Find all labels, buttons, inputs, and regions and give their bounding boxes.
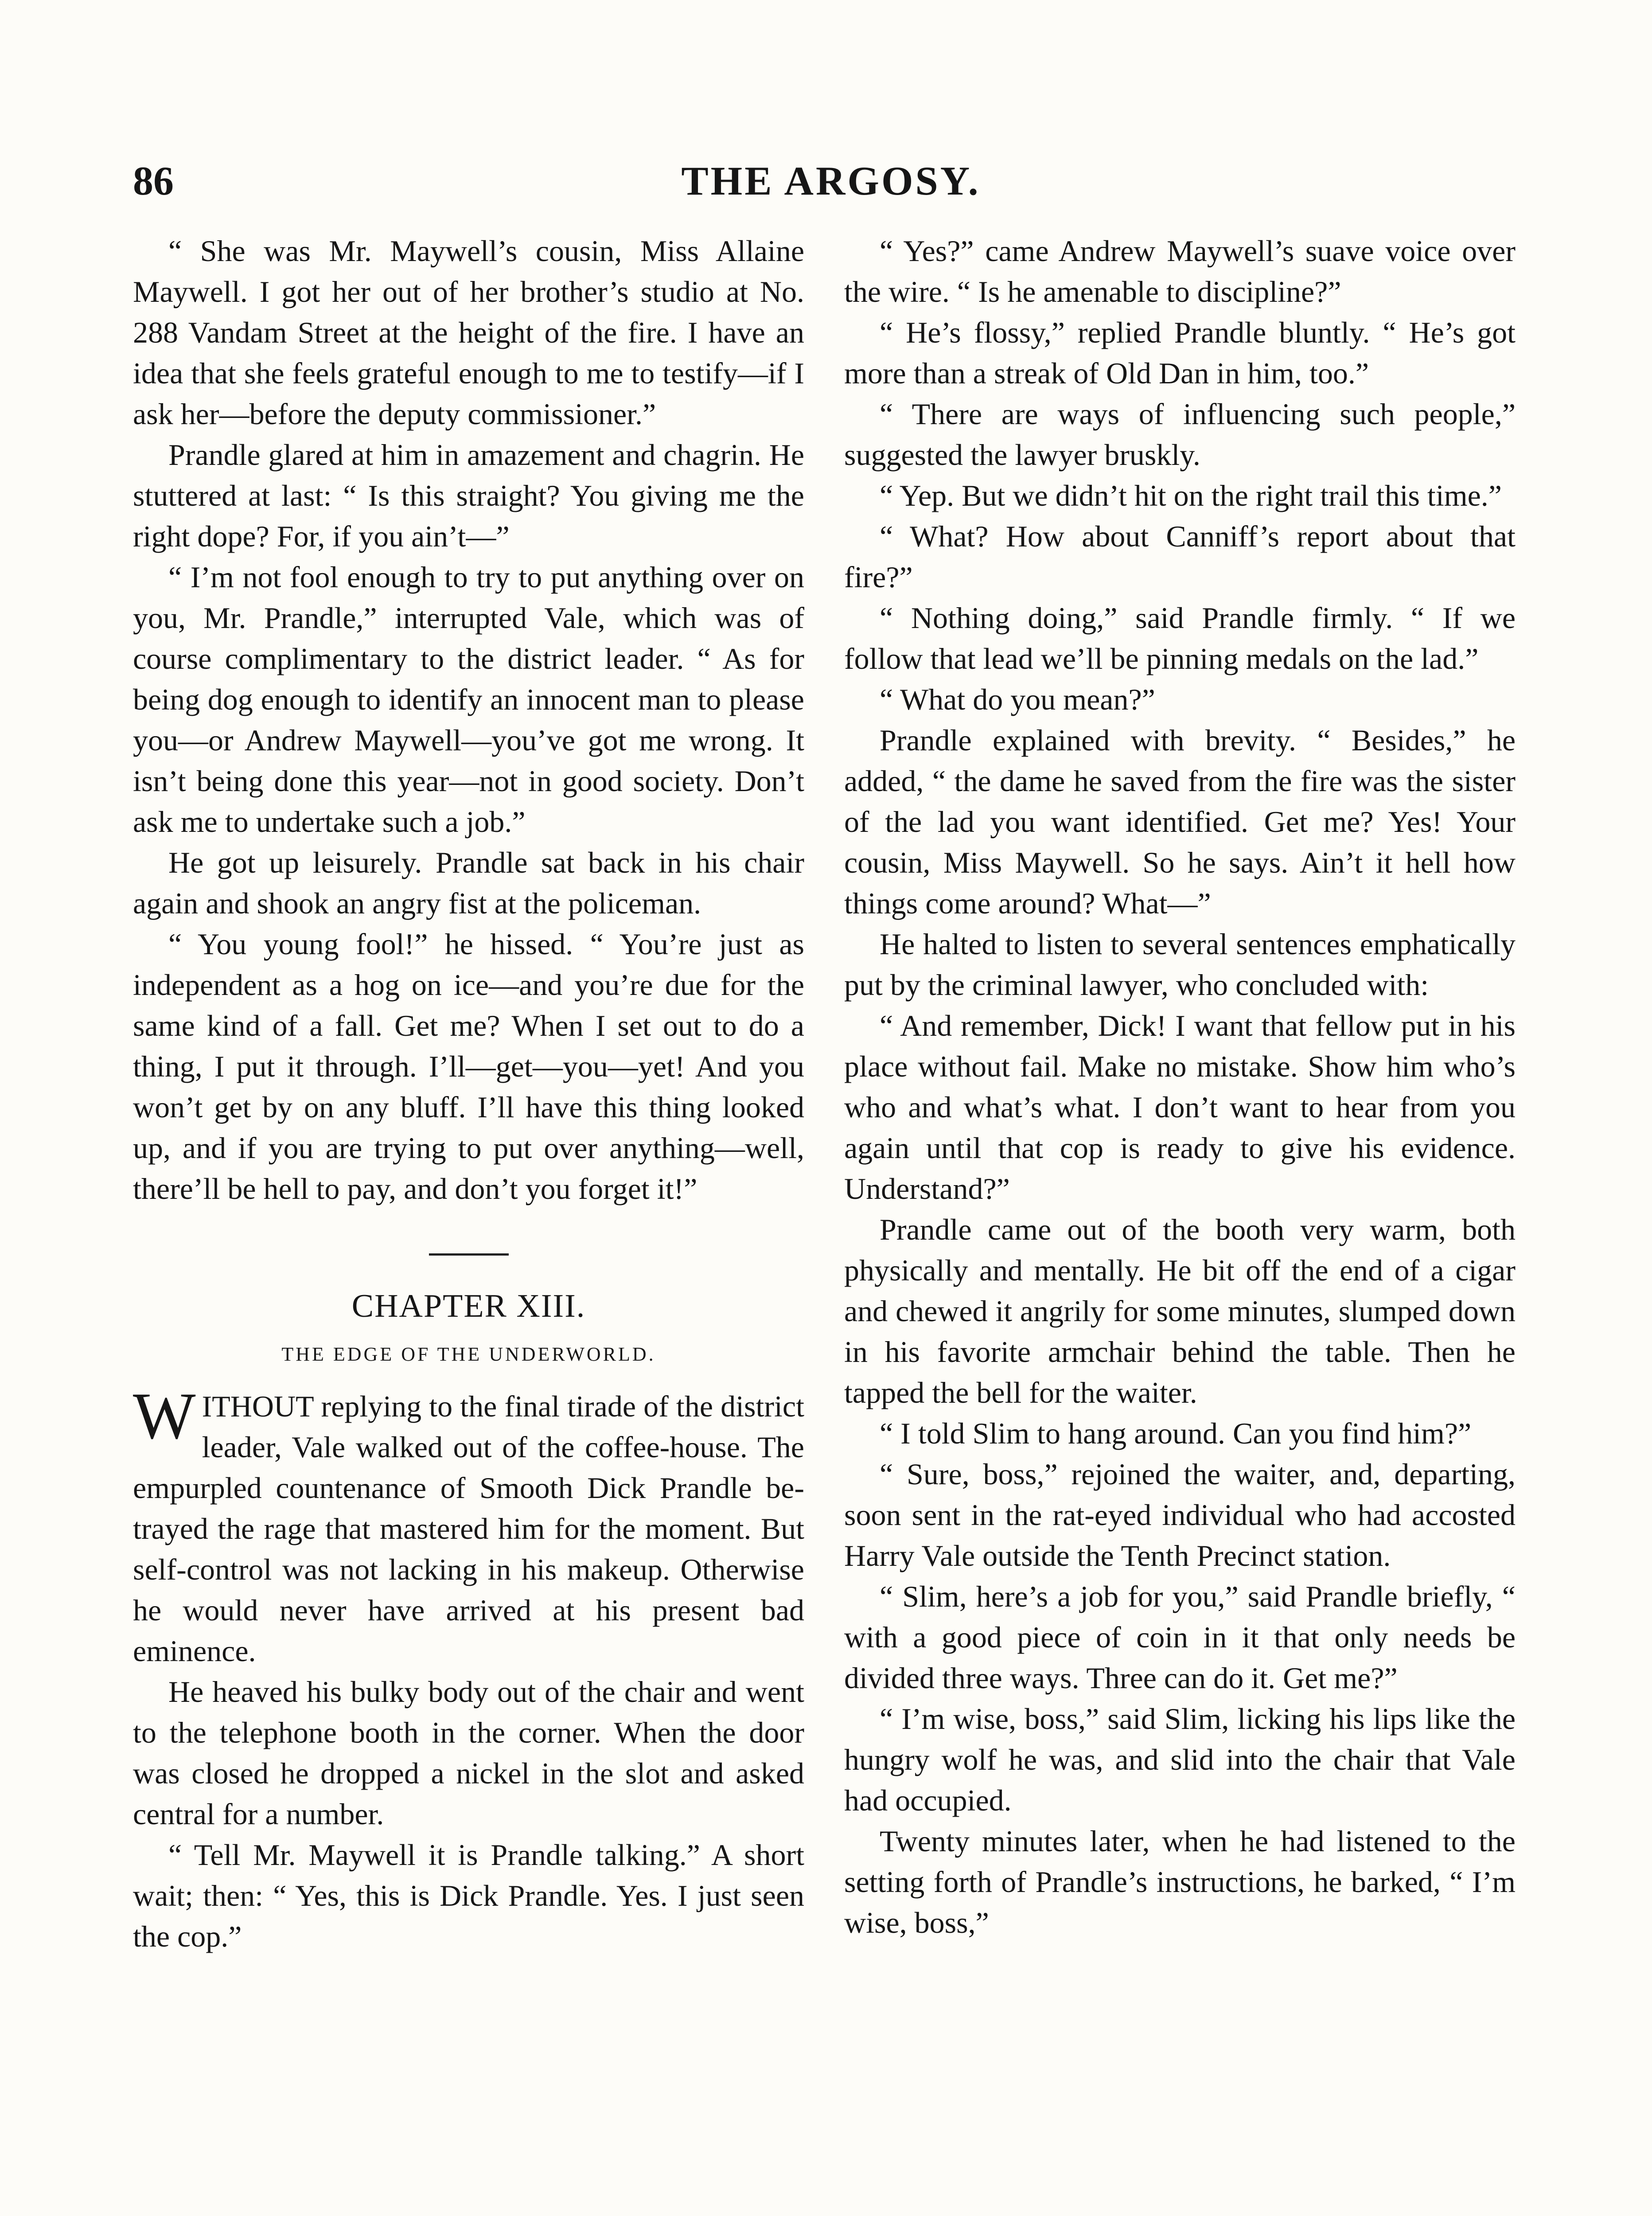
page-number: 86	[133, 158, 174, 203]
opening-text: replying to the final tirade of the district leader, Vale walked out of the coffee-house. The empurpled countenance of Smooth Dick Prandle betrayed the rage that mastered him for the moment. But self-control was not lacking in his makeup. Otherwise he would never have arrived at his present bad eminence.	[133, 1389, 804, 1668]
right-column	[844, 230, 1516, 1943]
chapter-title: CHAPTER XIII.	[351, 1288, 586, 1324]
chapter-subtitle: THE EDGE OF THE UNDERWORLD.	[281, 1343, 656, 1365]
page-header	[133, 157, 1529, 206]
chapter-opening-paragraph	[133, 1379, 804, 1671]
lead-in-caps: ITHOUT	[202, 1389, 314, 1423]
running-title: THE ARGOSY.	[681, 158, 981, 203]
paragraph: “ What do you mean?”	[880, 683, 1155, 716]
left-column	[133, 230, 804, 1957]
paragraph: “ Tell Mr. Maywell it is Prandle talking.” A short wait; then: “ Yes, this is Dick Prandle. Yes. I just seen the cop.”	[133, 1838, 804, 1953]
paragraph: He heaved his bulky body out of the chair and went to the telephone booth in the corner. When the door was closed he dropped a nickel in the slot and asked central for a number.	[133, 1675, 804, 1831]
paragraph: “ What? How about Canniff’s report about that fire?”	[844, 519, 1516, 594]
paragraph: “ He’s flossy,” replied Prandle bluntly. “ He’s got more than a streak of Old Dan in him, too.”	[844, 316, 1516, 390]
paragraph: He got up leisurely. Prandle sat back in his chair again and shook an angry fist at the policeman.	[133, 846, 804, 920]
paragraph: Prandle came out of the booth very warm, both physically and mentally. He bit off the end of a cigar and chewed it angrily for some minutes, slumped down in his favorite armchair behind the table. Then he tapped the bell for the waiter.	[844, 1213, 1516, 1409]
paragraph: “ Yep. But we didn’t hit on the right trail this time.”	[880, 479, 1502, 512]
paragraph: “ Yes?” came Andrew Maywell’s suave voice over the wire. “ Is he amenable to discipline?”	[844, 234, 1516, 308]
paragraph: “ You young fool!” he hissed. “ You’re just as independent as a hog on ice—and you’re due for the same kind of a fall. Get me? When I set out to do a thing, I put it through. I’ll—get—you—yet! And you won’t get by on any bluff. I’ll have this thing looked up, and if you are trying to put over anything—well, there’ll be hell to pay, and don’t you forget it!”	[133, 927, 804, 1206]
paragraph: “ I’m not fool enough to try to put anything over on you, Mr. Prandle,” interrupted Vale, which was of course complimentary to the district leader. “ As for being dog enough to identify an innocent man to please you—or Andrew Maywell—you’ve got me wrong. It isn’t being done this year—not in good society. Don’t ask me to undertake such a job.”	[133, 560, 804, 839]
drop-cap: W	[133, 1379, 196, 1453]
paragraph: He halted to listen to several sentences emphatically put by the criminal lawyer, who concluded with:	[844, 927, 1516, 1002]
paragraph: Prandle glared at him in amazement and chagrin. He stuttered at last: “ Is this straight? You giving me the right dope? For, if you ain’t—”	[133, 438, 804, 553]
paragraph: “ Slim, here’s a job for you,” said Prandle briefly, “ with a good piece of coin in it that only needs be divided three ways. Three can do it. Get me?”	[844, 1580, 1516, 1695]
paragraph: “ Nothing doing,” said Prandle firmly. “ If we follow that lead we’ll be pinning medals on the lad.”	[844, 601, 1516, 675]
paragraph: “ Sure, boss,” rejoined the waiter, and, departing, soon sent in the rat-eyed individual who had accosted Harry Vale outside the Tenth Precinct station.	[844, 1457, 1516, 1572]
paragraph: “ There are ways of influencing such people,” suggested the lawyer bruskly.	[844, 397, 1516, 472]
section-divider	[429, 1253, 509, 1256]
paragraph: “ She was Mr. Maywell’s cousin, Miss Allaine Maywell. I got her out of her brother’s studio at No. 288 Vandam Street at the height of the fire. I have an idea that she feels grateful enough to me to testify—if I ask her—before the deputy commissioner.”	[133, 234, 804, 431]
paragraph: “ And remember, Dick! I want that fellow put in his place without fail. Make no mistake. Show him who’s who and what’s what. I don’t want to hear from you again until that cop is ready to give his evidence. Understand?”	[844, 1009, 1516, 1206]
paragraph: Twenty minutes later, when he had listened to the setting forth of Prandle’s instructions, he barked, “ I’m wise, boss,”	[844, 1824, 1516, 1939]
paragraph: “ I’m wise, boss,” said Slim, licking his lips like the hungry wolf he was, and slid into the chair that Vale had occupied.	[844, 1702, 1516, 1817]
paragraph: “ I told Slim to hang around. Can you find him?”	[880, 1416, 1472, 1450]
paragraph: Prandle explained with brevity. “ Besides,” he added, “ the dame he saved from the fire was the sister of the lad you want identified. Get me? Yes! Your cousin, Miss Maywell. So he says. Ain’t it hell how things come around? What—”	[844, 723, 1516, 920]
